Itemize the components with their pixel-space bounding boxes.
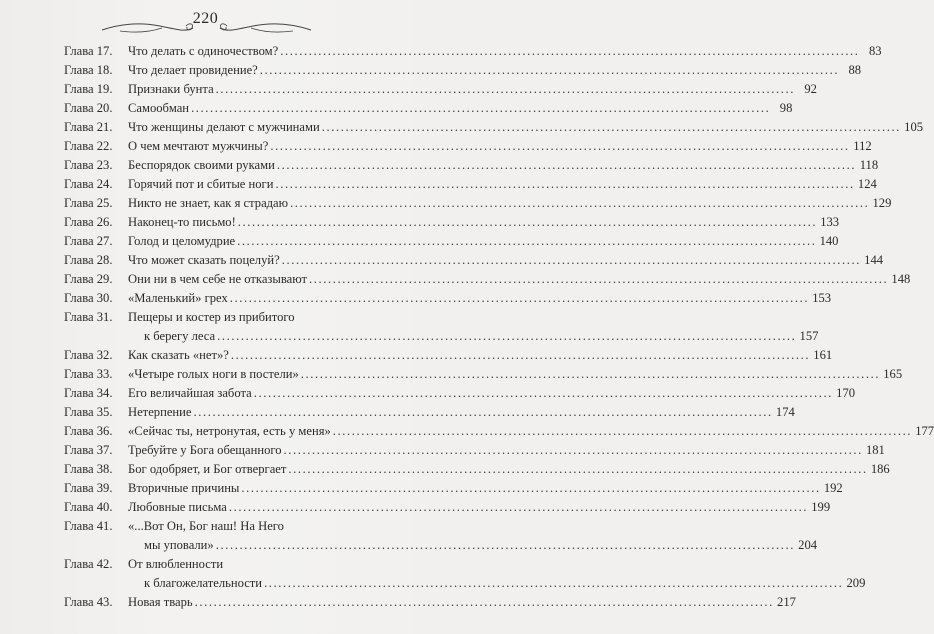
toc-entry: [64, 422, 934, 441]
entry-line: [128, 118, 924, 137]
chapter-label: Глава 33.: [64, 367, 113, 381]
chapter-title: Любовные письма: [128, 500, 227, 514]
chapter-label: Глава 41.: [64, 519, 113, 533]
dot-leader: ..........................................................................................................................: [217, 329, 797, 343]
toc-entry: [64, 213, 840, 232]
toc-entry: [64, 175, 877, 194]
chapter-title: Никто не знает, как я страдаю: [128, 196, 289, 210]
entry-line: [128, 99, 793, 118]
toc-entry: [64, 118, 924, 137]
toc-entry: [64, 42, 882, 61]
entry-line: [128, 175, 877, 194]
page-ref: 92: [804, 82, 817, 96]
chapter-title: Вторичные причины: [128, 481, 240, 495]
dot-leader: ..........................................................................................................................: [332, 424, 913, 438]
toc-entry: [64, 441, 885, 460]
entry-line: [128, 460, 890, 479]
chapter-title: О чем мечтают мужчины?: [128, 139, 269, 153]
page-ref: 88: [848, 63, 862, 77]
chapter-title: Они ни в чем себе не отказывают: [128, 272, 307, 286]
dot-leader: ..........................................................................................................................: [270, 139, 850, 153]
toc-entry: [64, 593, 796, 612]
chapter-title: «...Вот Он, Бог наш! На Него: [128, 519, 284, 533]
toc-entry: [64, 156, 879, 175]
chapter-label: Глава 42.: [64, 557, 113, 571]
flourish-right-ornament: [218, 18, 313, 38]
chapter-title: Голод и целомудрие: [128, 234, 236, 248]
chapter-title: Что может сказать поцелуй?: [128, 253, 280, 267]
chapter-title: Пещеры и костер из прибитого: [128, 310, 295, 324]
dot-leader: ..........................................................................................................................: [228, 500, 809, 514]
dot-leader: ..........................................................................................................................: [215, 538, 796, 552]
dot-leader: ..........................................................................................................................: [237, 234, 817, 248]
chapter-label: Глава 35.: [64, 405, 113, 419]
entry-line-continued: [144, 536, 818, 555]
chapter-label: Глава 32.: [64, 348, 113, 362]
entry-line: [128, 441, 885, 460]
dot-leader: ..........................................................................................................................: [281, 253, 862, 267]
chapter-label: Глава 38.: [64, 462, 113, 476]
entry-line: [128, 555, 382, 574]
toc-entry: [64, 365, 903, 384]
dot-leader: ..........................................................................................................................: [259, 63, 840, 77]
dot-leader: ..........................................................................................................................: [253, 386, 834, 400]
chapter-label: Глава 25.: [64, 196, 113, 210]
toc-entry: [64, 61, 862, 80]
page-ref: 105: [904, 120, 924, 134]
toc-entry: [64, 346, 833, 365]
entry-line: [128, 251, 884, 270]
chapter-title: Требуйте у Бога обещанного: [128, 443, 282, 457]
chapter-label: Глава 31.: [64, 310, 113, 324]
entry-line: [128, 403, 795, 422]
entry-line: [128, 42, 882, 61]
dot-leader: ..........................................................................................................................: [276, 158, 857, 172]
dot-leader: ..........................................................................................................................: [300, 367, 881, 381]
chapter-label: Глава 29.: [64, 272, 113, 286]
entry-line: [128, 270, 911, 289]
toc-entry: [64, 517, 818, 555]
toc-entry: [64, 99, 793, 118]
entry-line: [128, 384, 856, 403]
entry-line: [128, 308, 382, 327]
toc-entry: [64, 498, 831, 517]
entry-line: [128, 346, 833, 365]
chapter-label: Глава 19.: [64, 82, 113, 96]
entry-line: [128, 365, 903, 384]
page-ref: 144: [864, 253, 884, 267]
chapter-label: Глава 39.: [64, 481, 113, 495]
chapter-title: Что делать с одиночеством?: [128, 44, 279, 58]
chapter-title: От влюбленности: [128, 557, 224, 571]
page-ref: 209: [846, 576, 866, 590]
chapter-title: «Сейчас ты, нетронутая, есть у меня»: [128, 424, 331, 438]
chapter-label: Глава 23.: [64, 158, 113, 172]
chapter-title: Нетерпение: [128, 405, 192, 419]
dot-leader: ..........................................................................................................................: [215, 82, 795, 96]
toc-entry: [64, 232, 839, 251]
chapter-title: «Четыре голых ноги в постели»: [128, 367, 299, 381]
dot-leader: ..........................................................................................................................: [308, 272, 889, 286]
page-ref: 133: [820, 215, 840, 229]
dot-leader: ..........................................................................................................................: [264, 576, 844, 590]
dot-leader: ..........................................................................................................................: [191, 101, 771, 115]
chapter-label: Глава 27.: [64, 234, 113, 248]
toc-entry: [64, 460, 890, 479]
entry-line: [128, 156, 879, 175]
toc-entry: [64, 479, 843, 498]
entry-line-continued: [144, 327, 819, 346]
dot-leader: ..........................................................................................................................: [283, 443, 863, 457]
page-ref: 165: [883, 367, 903, 381]
toc-entry: [64, 289, 832, 308]
chapter-label: Глава 34.: [64, 386, 113, 400]
chapter-title: Что женщины делают с мужчинами: [128, 120, 320, 134]
toc-entry: [64, 137, 872, 156]
entry-line-continued: [144, 574, 866, 593]
toc-entry: [64, 194, 892, 213]
chapter-title-continued: к берегу леса: [144, 329, 216, 343]
chapter-label: Глава 36.: [64, 424, 113, 438]
chapter-label: Глава 20.: [64, 101, 113, 115]
dot-leader: ..........................................................................................................................: [193, 405, 773, 419]
chapter-title: Самообман: [128, 101, 190, 115]
entry-line: [128, 194, 892, 213]
toc-entry: [64, 308, 819, 346]
chapter-label: Глава 24.: [64, 177, 113, 191]
page-ref: 129: [872, 196, 892, 210]
entry-line: [128, 479, 843, 498]
page-ref: 186: [870, 462, 890, 476]
entry-line: [128, 232, 839, 251]
page-ref: 157: [799, 329, 819, 343]
page-ref: 174: [775, 405, 795, 419]
page-ref: 204: [798, 538, 818, 552]
toc-entry: [64, 80, 817, 99]
chapter-label: Глава 28.: [64, 253, 113, 267]
chapter-title: Бог одобряет, и Бог отвергает: [128, 462, 287, 476]
chapter-title: Новая тварь: [128, 595, 193, 609]
entry-line: [128, 61, 862, 80]
entry-line: [128, 289, 832, 308]
chapter-label: Глава 18.: [64, 63, 113, 77]
page-ref: 161: [813, 348, 833, 362]
page-ref: 192: [823, 481, 843, 495]
page-ref: 83: [868, 44, 882, 58]
toc-entry: [64, 403, 795, 422]
toc-entry: [64, 384, 856, 403]
dot-leader: ..........................................................................................................................: [288, 462, 868, 476]
chapter-title: Наконец-то письмо!: [128, 215, 236, 229]
page-ref: 181: [865, 443, 885, 457]
chapter-title: Как сказать «нет»?: [128, 348, 229, 362]
chapter-title: Что делает провидение?: [128, 63, 258, 77]
chapter-label: Глава 40.: [64, 500, 113, 514]
page-number: 220: [192, 10, 219, 27]
entry-line: [128, 80, 817, 99]
page-ref: 118: [859, 158, 879, 172]
page-header: [0, 8, 411, 38]
toc-entry: [64, 270, 911, 289]
chapter-title: Беспорядок своими руками: [128, 158, 275, 172]
page-ref: 170: [836, 386, 856, 400]
entry-line: [128, 517, 382, 536]
dot-leader: ..........................................................................................................................: [290, 196, 870, 210]
page-ref: 140: [819, 234, 839, 248]
dot-leader: ..........................................................................................................................: [321, 120, 902, 134]
dot-leader: ..........................................................................................................................: [241, 481, 821, 495]
chapter-label: Глава 17.: [64, 44, 113, 58]
table-of-contents: [64, 42, 934, 612]
page-ref: 177: [915, 424, 934, 438]
chapter-title-continued: мы уповали»: [144, 538, 214, 552]
chapter-title: Признаки бунта: [128, 82, 214, 96]
chapter-title: Горячий пот и сбитые ноги: [128, 177, 274, 191]
toc-entry: [64, 555, 866, 593]
entry-line: [128, 593, 796, 612]
entry-line: [128, 137, 872, 156]
dot-leader: ..........................................................................................................................: [229, 291, 810, 305]
chapter-label: Глава 26.: [64, 215, 113, 229]
entry-line: [128, 422, 934, 441]
page-ref: 98: [779, 101, 793, 115]
dot-leader: ..........................................................................................................................: [280, 44, 860, 58]
chapter-label: Глава 21.: [64, 120, 113, 134]
page-ref: 112: [853, 139, 872, 153]
dot-leader: ..........................................................................................................................: [194, 595, 774, 609]
page-ref: 124: [857, 177, 877, 191]
toc-entry: [64, 251, 884, 270]
chapter-title: Его величайшая забота: [128, 386, 252, 400]
page-ref: 148: [891, 272, 911, 286]
chapter-label: Глава 22.: [64, 139, 113, 153]
page-ref: 153: [812, 291, 832, 305]
dot-leader: ..........................................................................................................................: [230, 348, 811, 362]
page-ref: 217: [777, 595, 796, 609]
dot-leader: ..........................................................................................................................: [275, 177, 855, 191]
page-ref: 199: [811, 500, 831, 514]
chapter-label: Глава 43.: [64, 595, 113, 609]
chapter-title-continued: к благожелательности: [144, 576, 263, 590]
chapter-title: «Маленький» грех: [128, 291, 228, 305]
entry-line: [128, 213, 840, 232]
entry-line: [128, 498, 831, 517]
dot-leader: ..........................................................................................................................: [237, 215, 818, 229]
chapter-label: Глава 30.: [64, 291, 113, 305]
chapter-label: Глава 37.: [64, 443, 113, 457]
